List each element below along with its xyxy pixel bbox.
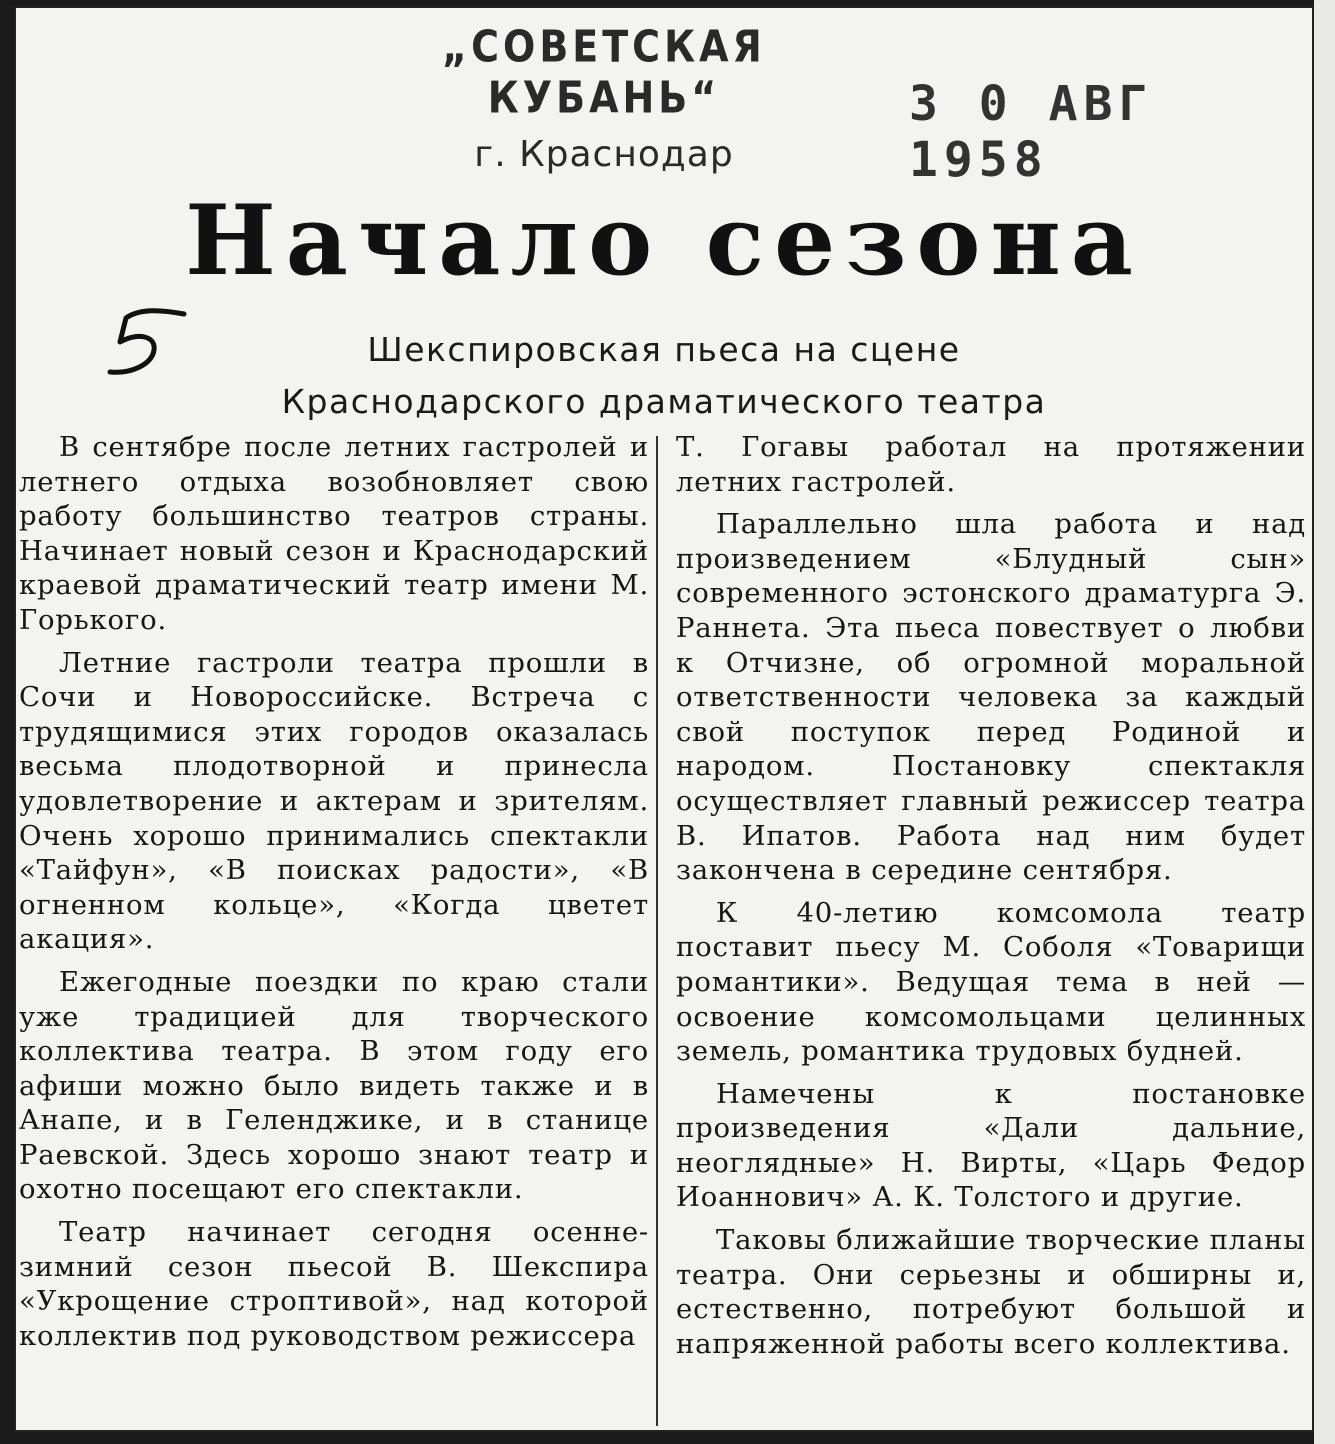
paragraph: В сентябре после летних гастролей и летнего отдыха возобновляет свою работу большинство театров страны. Начинает новый сезон и Краснодарский краевой драматический театр имени М. Горького.: [19, 431, 649, 636]
column-divider: [656, 436, 658, 1426]
subheadline: [184, 324, 1144, 428]
newspaper-clipping: [14, 6, 1314, 1432]
paragraph: Театр начинает сегодня осенне-зимний сезон пьесой В. Шекспира «Укрощение строптивой», над которой коллектив под руководством режиссера: [19, 1216, 649, 1352]
headline: Начало сезона: [185, 184, 1143, 297]
date-stamp: 3 0 АВГ 1958: [909, 76, 1154, 188]
paragraph: Летние гастроли театра прошли в Сочи и Новороссийске. Встреча с трудящимися этих городов оказалась весьма плодотворной и принесла удовлетворение и актерам и зрителям. Очень хорошо принимались спектакли «Тайфун», «В поисках радости», «В огненном кольце», «Когда цветет акация».: [19, 646, 649, 956]
scan-edge: [1314, 0, 1335, 1444]
newspaper-name: „СОВЕТСКАЯ КУБАНЬ“: [442, 21, 766, 123]
paragraph: К 40-летию комсомола театр поставит пьесу М. Соболя «Товарищи романтики». Ведущая тема в ней — освоение комсомольцами целинных земель, романтика трудовых будней.: [676, 896, 1306, 1068]
paragraph: Намечены к постановке произведения «Дали дальние, неоглядные» Н. Вирты, «Царь Федор Иоаннович» А. К. Толстого и другие.: [676, 1077, 1306, 1214]
city-line: г. Краснодар: [474, 134, 734, 175]
paragraph: Ежегодные поездки по краю стали уже традицией для творческого коллектива театра. В этом году его афиши можно было видеть также и в Анапе, и в Геленджике, и в станице Раевской. Здесь хорошо знают театр и охотно посещают его спектакли.: [19, 965, 649, 1206]
handwritten-number-mark: [92, 302, 192, 386]
paragraph-continuation: Т. Гогавы работал на протяжении летних гастролей.: [676, 431, 1306, 498]
subhead-line-2: Краснодарского драматического театра: [281, 382, 1047, 421]
paragraph: Таковы ближайшие творческие планы театра. Они серьезны и обширны и, естественно, потребуют большой и напряженной работы всего коллектива.: [676, 1224, 1306, 1360]
masthead: [334, 21, 874, 175]
paragraph: Параллельно шла работа и над произведением «Блудный сын» современного эстонского драматурга Э. Раннета. Эта пьеса повествует о любви к Отчизне, об огромной моральной ответственности человека за каждый свой поступок перед Родиной и народом. Постановку спектакля осуществляет главный режиссер театра В. Ипатов. Работа над ним будет закончена в середине сентября.: [676, 508, 1306, 887]
subhead-line-1: Шекспировская пьеса на сцене: [367, 330, 961, 369]
right-column: [676, 430, 1306, 1369]
left-column: [19, 430, 649, 1361]
